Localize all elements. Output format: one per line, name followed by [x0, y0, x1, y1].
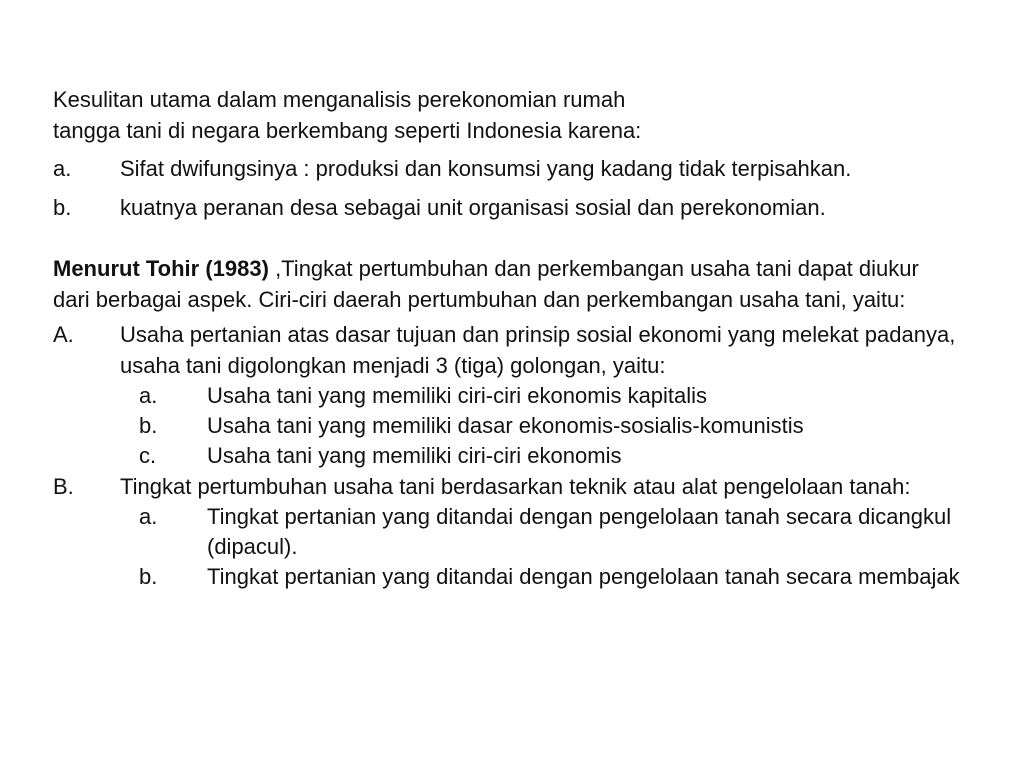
- sublist-item-text: Tingkat pertanian yang ditandai dengan pengelolaan tanah secara dicangkul (dipacul).: [207, 504, 952, 559]
- list-item-text: Tingkat pertumbuhan usaha tani berdasarkan teknik atau alat pengelolaan tanah:: [120, 474, 911, 499]
- list-item: [53, 319, 993, 471]
- sublist-item: [139, 411, 993, 441]
- list-marker: A.: [53, 322, 74, 347]
- sublist-marker: a.: [139, 504, 158, 529]
- sublist-marker: b.: [139, 564, 158, 589]
- tohir-citation: Menurut Tohir (1983): [53, 256, 269, 281]
- tohir-paragraph: [53, 253, 933, 315]
- list-item: [53, 192, 993, 223]
- list-item-text: Usaha pertanian atas dasar tujuan dan prinsip sosial ekonomi yang melekat padanya, usaha tani digolongkan menjadi 3 (tiga) golongan, yaitu:: [120, 322, 956, 378]
- list-item-text: Sifat dwifungsinya : produksi dan konsumsi yang kadang tidak terpisahkan.: [120, 156, 852, 181]
- tohir-section: [53, 253, 993, 592]
- sublist-item-text: Usaha tani yang memiliki dasar ekonomis-sosialis-komunistis: [207, 413, 804, 438]
- sublist-marker: b.: [139, 413, 158, 438]
- list-marker: B.: [53, 474, 74, 499]
- difficulty-list: [53, 153, 993, 223]
- list-item: [53, 471, 993, 592]
- sublist-item: [139, 381, 993, 411]
- intro-paragraph: Kesulitan utama dalam menganalisis perekonomian rumah tangga tani di negara berkembang seperti Indonesia karena:: [53, 87, 642, 143]
- list-marker: a.: [53, 156, 72, 181]
- sublist-marker: c.: [139, 443, 157, 468]
- sublist-marker: a.: [139, 383, 158, 408]
- slide-content: [53, 84, 993, 592]
- sublist-item: [139, 562, 993, 592]
- sublist-item-text: Tingkat pertanian yang ditandai dengan pengelolaan tanah secara membajak: [207, 564, 960, 589]
- sublist: [53, 381, 993, 471]
- sublist: [53, 502, 993, 592]
- tohir-text: ,Tingkat pertumbuhan dan perkembangan usaha tani dapat diukur dari berbagai aspek. Ciri-ciri daerah pertumbuhan dan perkembangan usaha tani, yaitu:: [53, 256, 919, 312]
- sublist-item-text: Usaha tani yang memiliki ciri-ciri ekonomis: [207, 443, 622, 468]
- list-marker: b.: [53, 195, 72, 220]
- sublist-item-text: Usaha tani yang memiliki ciri-ciri ekonomis kapitalis: [207, 383, 708, 408]
- growth-characteristics-list: [53, 319, 993, 592]
- sublist-item: [139, 502, 993, 562]
- sublist-item: [139, 441, 993, 471]
- list-item-text: kuatnya peranan desa sebagai unit organisasi sosial dan perekonomian.: [120, 195, 826, 220]
- list-item: [53, 153, 993, 184]
